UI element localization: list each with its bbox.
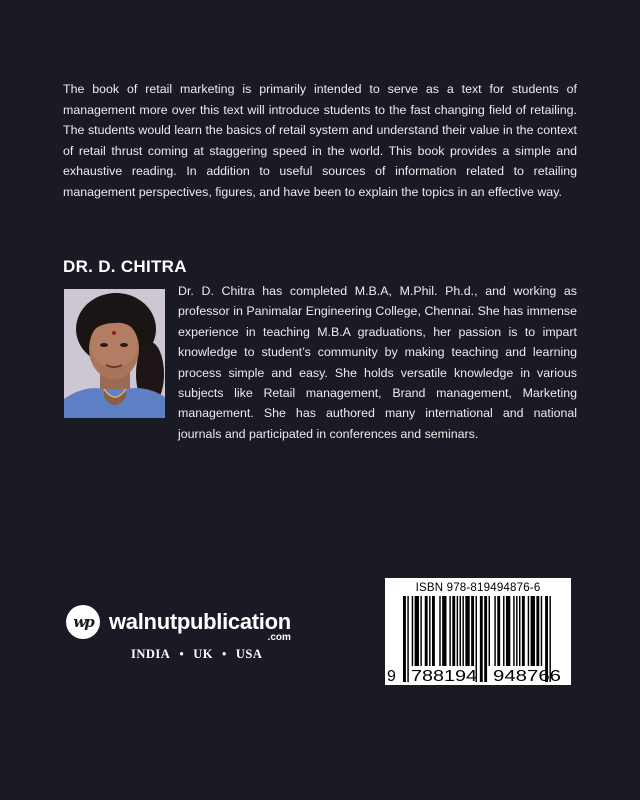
isbn-barcode (385, 578, 571, 685)
author-photo (64, 289, 165, 418)
barcode-bar (439, 596, 440, 666)
barcode-bar (420, 596, 421, 666)
barcode-left-digits: 788194 (411, 668, 478, 685)
barcode-bar (489, 596, 490, 666)
publisher-logo (66, 605, 291, 643)
barcode-bar (536, 596, 539, 666)
barcode-bar (471, 596, 474, 666)
barcode-bar (412, 596, 413, 666)
barcode-bar (519, 596, 520, 666)
publisher-domain: .com (267, 632, 291, 643)
barcode-bar (484, 596, 487, 682)
barcode-bar (432, 596, 435, 666)
barcode-bar (531, 596, 535, 666)
country-separator: • (179, 647, 185, 661)
barcode-lead-digit: 9 (387, 668, 396, 685)
barcode-bar (465, 596, 469, 666)
barcode-bar (513, 596, 514, 666)
barcode-bar (403, 596, 406, 682)
country-uk: UK (193, 647, 213, 661)
barcode-bar (522, 596, 525, 666)
country-usa: USA (235, 647, 263, 661)
country-india: INDIA (131, 647, 171, 661)
barcode-right-digits: 948766 (493, 668, 562, 685)
barcode-bar (503, 596, 504, 666)
author-bio: Dr. D. Chitra has completed M.B.A, M.Phil. Ph.d., and working as professor in Panimalar Engineering College, Chennai. She has immense experience in teaching M.B.A graduations, her passion is to impart knowledge to student’s community by making teaching and learning process simple and easy. She holds versatile knowledge in various subjects like Retail management, Brand management, Marketing management. She has authored many international and national journals and participated in conferences and seminars. (178, 284, 577, 441)
barcode-bar (415, 596, 419, 666)
barcode-bar (449, 596, 450, 666)
barcode-bar (528, 596, 529, 666)
author-name: DR. D. CHITRA (63, 257, 187, 276)
barcode-bar (497, 596, 500, 666)
barcode-bar (480, 596, 483, 682)
isbn-label: ISBN 978-819494876-6 (415, 582, 541, 594)
barcode-bar (407, 596, 408, 682)
publisher-name: walnutpublication (109, 609, 291, 634)
barcode-bar (457, 596, 458, 666)
barcode-bar (516, 596, 517, 666)
barcode-bar (462, 596, 463, 666)
barcode-bar (429, 596, 430, 666)
barcode-bar (541, 596, 542, 666)
barcode-bar (460, 596, 461, 666)
barcode-bar (425, 596, 428, 666)
book-blurb: The book of retail marketing is primarily intended to serve as a text for students of management more over this text will introduce students to the fast changing field of retailing. The students would learn the basics of retail system and understand their value in the context of retail thrust coming at staggering speed in the world. This book provides a simple and exhaustive reading. In addition to useful sources of information related to retailing management perspectives, figures, and have been to explain the topics in an effective way. (63, 82, 577, 199)
country-separator: • (221, 647, 227, 661)
barcode-bar (506, 596, 510, 666)
publisher-wordmark (109, 609, 291, 643)
barcode-bar (494, 596, 495, 666)
barcode-bar (452, 596, 455, 666)
publisher-countries (131, 647, 262, 662)
barcode-graphic (385, 578, 571, 685)
barcode-bar (442, 596, 446, 666)
walnut-logo-icon: wp (66, 605, 100, 639)
